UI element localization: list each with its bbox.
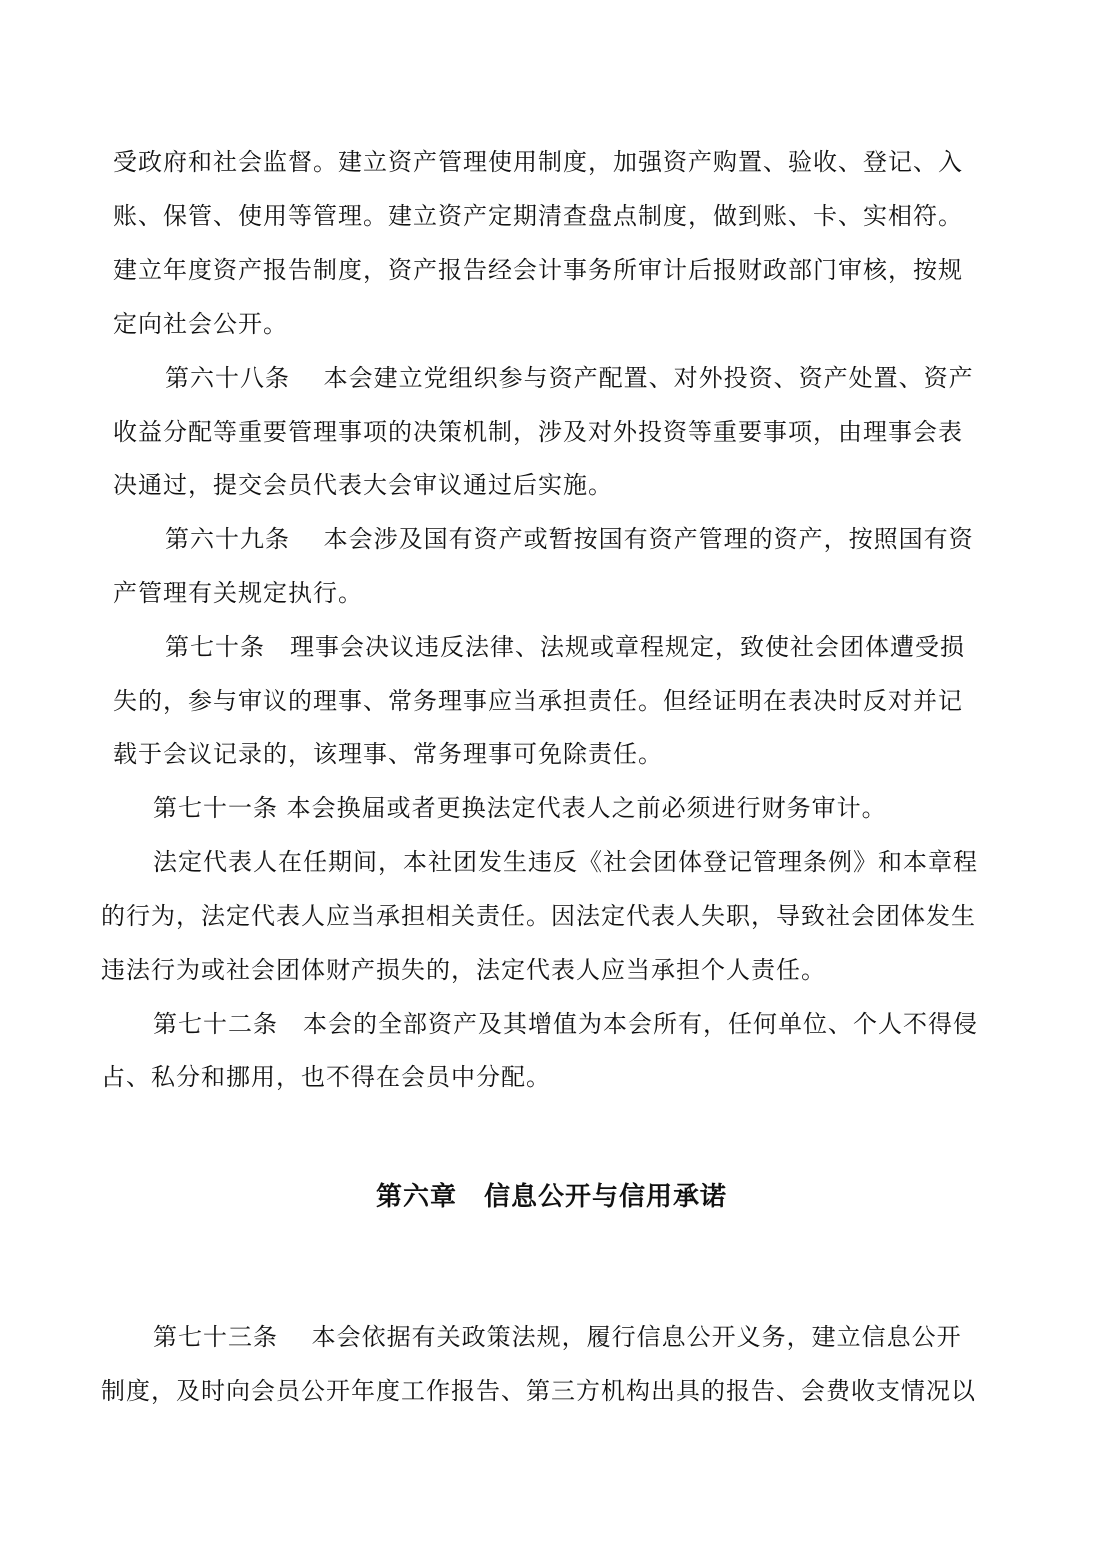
article-71-line: 第七十一条 本会换届或者更换法定代表人之前必须进行财务审计。: [153, 794, 887, 822]
text-line: 账、保管、使用等管理。建立资产定期清查盘点制度，做到账、卡、实相符。: [113, 202, 963, 230]
article-69-line: 第六十九条 本会涉及国有资产或暂按国有资产管理的资产，按照国有资: [165, 525, 974, 553]
chapter-heading: 第六章 信息公开与信用承诺: [375, 1182, 727, 1212]
article-70-line: 载于会议记录的，该理事、常务理事可免除责任。: [113, 740, 663, 768]
text-line: 定向社会公开。: [113, 310, 288, 338]
article-68-line: 决通过，提交会员代表大会审议通过后实施。: [113, 471, 613, 499]
article-72-line: 第七十二条 本会的全部资产及其增值为本会所有，任何单位、个人不得侵: [153, 1010, 978, 1038]
article-70-line: 失的，参与审议的理事、常务理事应当承担责任。但经证明在表决时反对并记: [113, 687, 963, 715]
legal-rep-line: 的行为，法定代表人应当承担相关责任。因法定代表人失职，导致社会团体发生: [101, 902, 976, 930]
article-73-line: 制度，及时向会员公开年度工作报告、第三方机构出具的报告、会费收支情况以: [101, 1377, 976, 1405]
text-line: 建立年度资产报告制度，资产报告经会计事务所审计后报财政部门审核，按规: [113, 256, 963, 284]
article-72-line: 占、私分和挪用，也不得在会员中分配。: [101, 1063, 551, 1091]
legal-rep-line: 法定代表人在任期间，本社团发生违反《社会团体登记管理条例》和本章程: [153, 848, 978, 876]
article-70-line: 第七十条 理事会决议违反法律、法规或章程规定，致使社会团体遭受损: [165, 633, 965, 661]
article-68-line: 收益分配等重要管理事项的决策机制，涉及对外投资等重要事项，由理事会表: [113, 418, 963, 446]
legal-rep-line: 违法行为或社会团体财产损失的，法定代表人应当承担个人责任。: [101, 956, 826, 984]
article-69-line: 产管理有关规定执行。: [113, 579, 363, 607]
article-73-line: 第七十三条 本会依据有关政策法规，履行信息公开义务，建立信息公开: [153, 1323, 962, 1351]
text-line: 受政府和社会监督。建立资产管理使用制度，加强资产购置、验收、登记、入: [113, 148, 963, 176]
article-68-line: 第六十八条 本会建立党组织参与资产配置、对外投资、资产处置、资产: [165, 364, 974, 392]
